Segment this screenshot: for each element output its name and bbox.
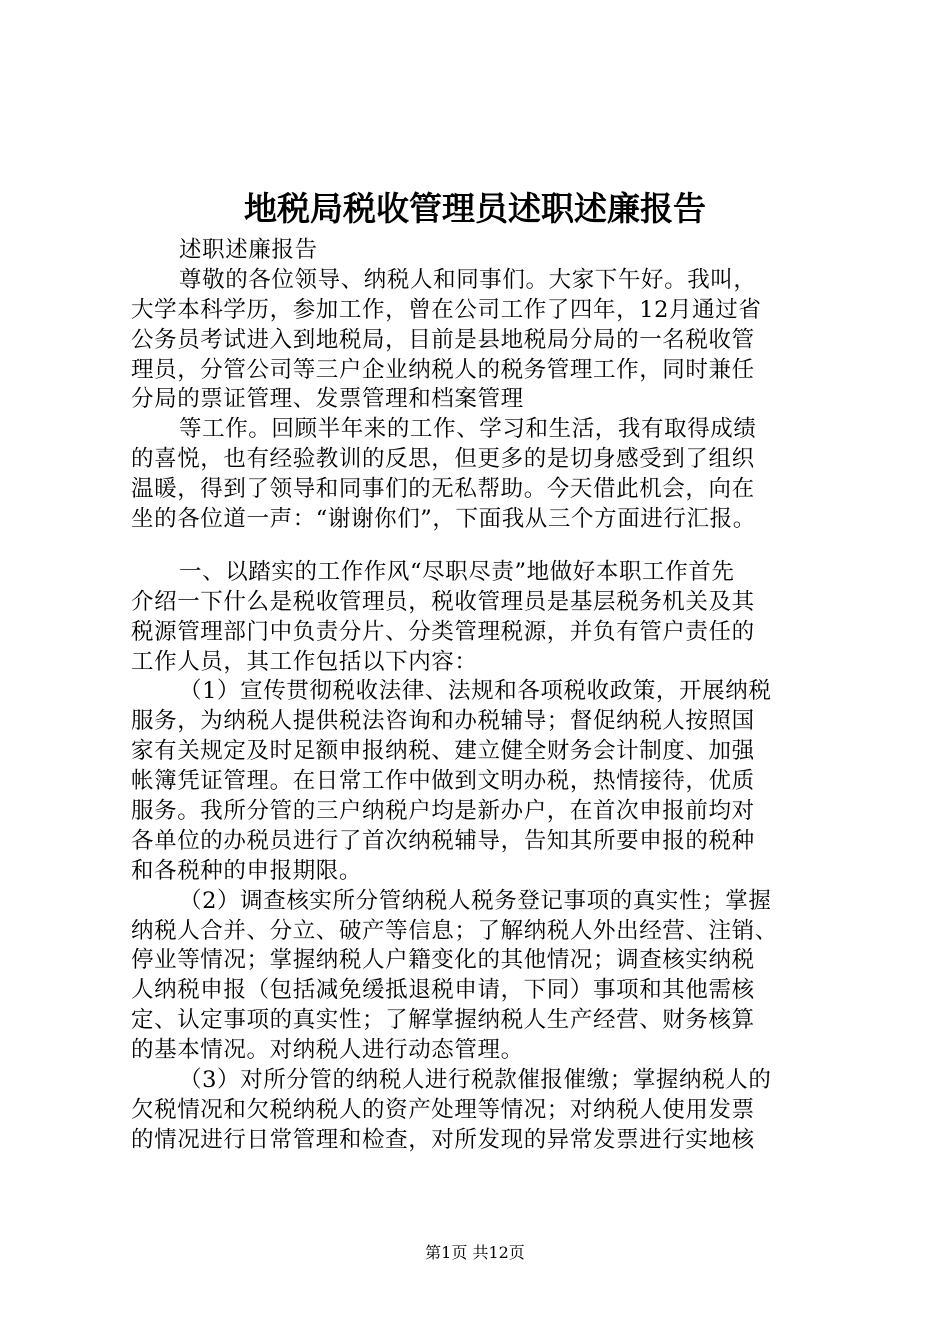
- text-line: 分局的票证管理、发票管理和档案管理: [131, 386, 524, 413]
- text-line: （2）调查核实所分管纳税人税务登记事项的真实性；掌握: [179, 887, 772, 914]
- text-line: （3）对所分管的纳税人进行税款催报催缴；掌握纳税人的: [179, 1067, 772, 1094]
- text-line: 家有关规定及时足额申报纳税、建立健全财务会计制度、加强: [131, 738, 755, 765]
- document-body: [131, 236, 831, 1156]
- text-line: 工作人员，其工作包括以下内容：: [131, 648, 478, 675]
- text-line: 述职述廉报告: [179, 237, 318, 263]
- text-line: 一、以踏实的工作作风“尽职尽责”地做好本职工作首先: [179, 558, 735, 585]
- text-line: 的喜悦，也有经验教训的反思，但更多的是切身感受到了组织: [131, 446, 755, 473]
- page-footer: 第1页 共12页: [425, 1243, 525, 1262]
- text-line: 定、认定事项的真实性；了解掌握纳税人生产经营、财务核算: [131, 1007, 755, 1034]
- document-title: 地税局税收管理员述职述廉报告: [244, 189, 706, 228]
- text-line: 等工作。回顾半年来的工作、学习和生活，我有取得成绩: [179, 416, 757, 443]
- text-line: 公务员考试进入到地税局，目前是县地税局分局的一名税收管: [131, 326, 755, 353]
- text-line: 温暖，得到了领导和同事们的无私帮助。今天借此机会，向在: [131, 476, 755, 503]
- text-line: 服务，为纳税人提供税法咨询和办税辅导；督促纳税人按照国: [131, 708, 755, 735]
- text-line: 尊敬的各位领导、纳税人和同事们。大家下午好。我叫，: [179, 266, 757, 293]
- text-line: 介绍一下什么是税收管理员，税收管理员是基层税务机关及其: [131, 588, 755, 615]
- text-line: 帐簿凭证管理。在日常工作中做到文明办税，热情接待，优质: [131, 768, 755, 795]
- paragraph-gap: [131, 535, 831, 558]
- text-line: 纳税人合并、分立、破产等信息；了解纳税人外出经营、注销、: [131, 917, 778, 944]
- text-line: 人纳税申报（包括减免缓抵退税申请，下同）事项和其他需核: [131, 977, 755, 1004]
- text-line: 停业等情况；掌握纳税人户籍变化的其他情况；调查核实纳税: [131, 947, 755, 974]
- text-line: 坐的各位道一声：“谢谢你们”，下面我从三个方面进行汇报。: [131, 506, 756, 533]
- text-line: 理员，分管公司等三户企业纳税人的税务管理工作，同时兼任: [131, 356, 755, 383]
- text-line: 的基本情况。对纳税人进行动态管理。: [131, 1037, 524, 1064]
- text-line: 服务。我所分管的三户纳税户均是新办户，在首次申报前均对: [131, 798, 755, 825]
- text-line: 和各税种的申报期限。: [131, 857, 363, 884]
- text-line: （1）宣传贯彻税收法律、法规和各项税收政策，开展纳税: [179, 678, 772, 705]
- text-line: 各单位的办税员进行了首次纳税辅导，告知其所要申报的税种: [131, 827, 755, 854]
- text-line: 税源管理部门中负责分片、分类管理税源，并负有管户责任的: [131, 618, 755, 645]
- text-line: 大学本科学历，参加工作，曾在公司工作了四年，12月通过省: [131, 296, 762, 323]
- text-line: 欠税情况和欠税纳税人的资产处理等情况；对纳税人使用发票: [131, 1096, 755, 1123]
- text-line: 的情况进行日常管理和检查，对所发现的异常发票进行实地核: [131, 1126, 755, 1153]
